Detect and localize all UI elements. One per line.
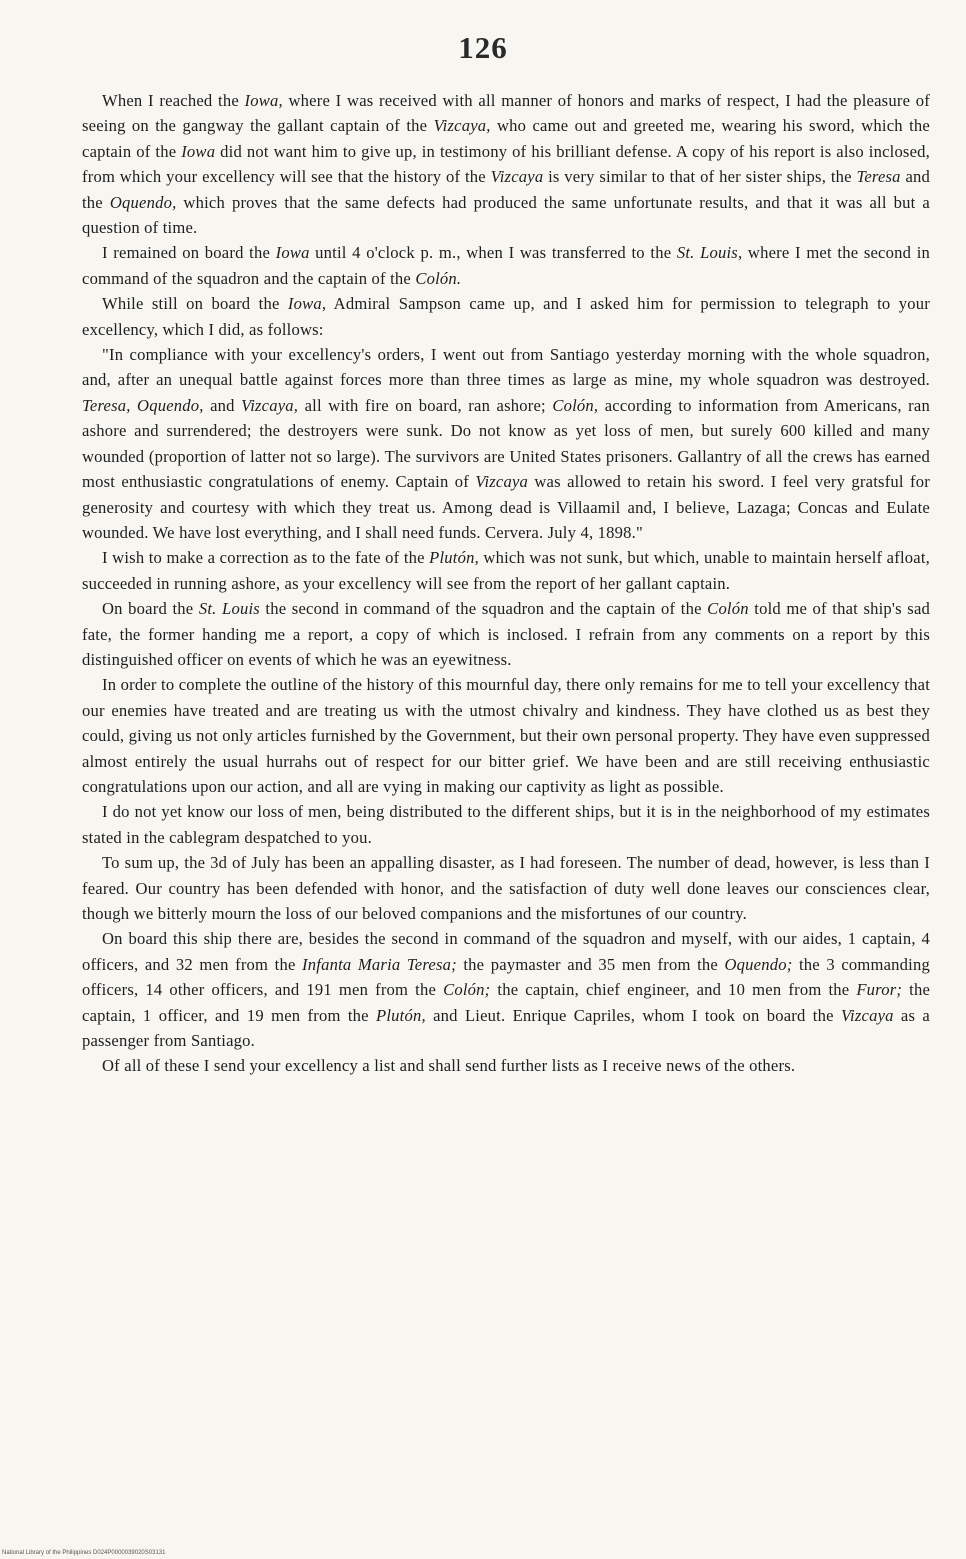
italic-text: Vizcaya	[475, 472, 529, 492]
paragraph	[82, 1053, 930, 1078]
text-run: I wish to make a correction as to the fate of the	[102, 548, 430, 568]
text-run: the paymaster and 35 men from the	[456, 954, 725, 974]
text-run: I do not yet know our loss of men, being distributed to the different ships, but it is in the neighborhood of my estimates stated in the cablegram despatched to you.	[82, 802, 930, 847]
italic-text: Iowa	[275, 243, 310, 263]
text-run: and	[203, 395, 242, 415]
text-run: On board this ship there are, besides the second in command of the squadron and myself, with our aides, 1 captain, 4 officers, and 32 men from the	[82, 929, 930, 974]
text-run: was allowed to retain his sword. I feel very gratsful for generosity and courtesy with which they treat us. Among dead is Villaamil and, I believe, Lazaga; Concas and Eulate wounded. We have lost everything, and I shall need funds. Cervera. July 4, 1898."	[82, 472, 930, 542]
italic-text: Iowa,	[287, 294, 327, 314]
italic-text: Oquendo,	[109, 192, 177, 212]
text-run: the captain, chief engineer, and 10 men from the	[490, 980, 857, 1000]
italic-text: Vizcaya	[840, 1005, 894, 1025]
paragraph	[82, 545, 930, 596]
text-run: did not want him to give up, in testimony of his brilliant defense. A copy of his report is also inclosed, from which your excellency will see that the history of the	[82, 141, 931, 187]
text-run: is very similar to that of her sister ships, the	[543, 167, 857, 187]
paragraph	[82, 342, 930, 545]
text-run: and the	[82, 167, 931, 212]
italic-text: Colón	[707, 599, 749, 619]
italic-text: Iowa	[181, 141, 216, 161]
text-run: On board the	[102, 599, 199, 619]
text-run: according to information from Americans, ran ashore and surrendered; the destroyers were sunk. Do not know as yet loss of men, but surely 600 killed and many wounded (proportion of latter not so large). The survivors are United States prisoners. Gallantry of all the crews has earned most enthusiastic congratulations of enemy. Captain of	[82, 395, 930, 492]
text-run: where I was received with all manner of honors and marks of respect, I had the pleasure of seeing on the gangway the gallant captain of the	[82, 91, 930, 136]
body-text	[82, 88, 930, 1079]
paragraph	[82, 799, 930, 850]
italic-text: Teresa	[856, 167, 901, 187]
text-run: the second in command of the squadron and the captain of the	[259, 599, 708, 619]
paragraph	[82, 240, 930, 291]
italic-text: Plutón,	[429, 548, 479, 568]
italic-text: Vizcaya,	[433, 116, 491, 136]
paragraph	[82, 672, 930, 799]
text-run: who came out and greeted me, wearing his sword, which the captain of the	[82, 116, 930, 161]
paragraph	[82, 291, 930, 342]
italic-text: Vizcaya,	[241, 395, 299, 415]
italic-text: St. Louis	[198, 599, 260, 619]
italic-text: Colón,	[552, 395, 599, 415]
text-run: which was not sunk, but which, unable to maintain herself afloat, succeeded in running ashore, as your excellency will see from the report of her gallant captain.	[82, 548, 930, 593]
text-run: until 4 o'clock p. m., when I was transferred to the	[309, 243, 677, 263]
text-run: told me of that ship's sad fate, the former handing me a report, a copy of which is inclosed. I refrain from any comments on a report by this distinguished officer on events of which he was an eyewitness.	[82, 599, 931, 669]
text-run: as a passenger from Santiago.	[82, 1005, 930, 1051]
italic-text: Infanta Maria Teresa;	[302, 954, 457, 974]
italic-text: Furor;	[856, 980, 903, 1000]
paragraph	[82, 850, 930, 926]
italic-text: Teresa, Oquendo,	[82, 395, 204, 415]
paragraph	[82, 926, 930, 1053]
text-run: While still on board the	[102, 294, 288, 314]
text-run: the captain, 1 officer, and 19 men from the	[82, 980, 931, 1025]
text-run: where I met the second in command of the squadron and the captain of the	[82, 243, 930, 288]
italic-text: St. Louis,	[676, 243, 743, 263]
page-number: 126	[458, 30, 508, 65]
text-run: I remained on board the	[102, 243, 276, 263]
paragraph	[82, 596, 930, 672]
italic-text: Oquendo;	[724, 954, 793, 974]
text-run: "In compliance with your excellency's orders, I went out from Santiago yesterday morning with the whole squadron, and, after an unequal battle against forces more than three times as large as mine, my whole squadron was destroyed.	[82, 345, 930, 390]
italic-text: Colón;	[443, 980, 491, 1000]
italic-text: Vizcaya	[490, 167, 544, 187]
text-run: Of all of these I send your excellency a list and shall send further lists as I receive news of the others.	[102, 1056, 796, 1076]
italic-text: Iowa,	[244, 91, 283, 110]
paragraph	[82, 88, 930, 240]
text-run: the 3 commanding officers, 14 other officers, and 191 men from the	[82, 954, 930, 1000]
text-run: Admiral Sampson came up, and I asked him for permission to telegraph to your excellency, which I did, as follows:	[82, 294, 930, 339]
italic-text: Colón.	[415, 268, 462, 288]
text-run: all with fire on board, ran ashore;	[298, 395, 553, 415]
text-run: and Lieut. Enrique Capriles, whom I took on board the	[425, 1005, 841, 1025]
italic-text: Plutón,	[376, 1005, 426, 1025]
text-run: To sum up, the 3d of July has been an appalling disaster, as I had foreseen. The number of dead, however, is less than I feared. Our country has been defended with honor, and the satisfaction of duty well done leaves our consciences clear, though we bitterly mourn the loss of our beloved companions and the misfortunes of our country.	[82, 853, 930, 923]
text-run: When I reached the	[102, 91, 245, 110]
text-run: In order to complete the outline of the history of this mournful day, there only remains for me to tell your excellency that our enemies have treated and are treating us with the utmost chivalry and kindness. They have clothed us as best they could, giving us not only articles furnished by the Government, but their own personal property. They have even suppressed almost entirely the usual hurrahs out of respect for our bitter grief. We have been and are still receiving enthusiastic congratulations upon our action, and all are vying in making our captivity as light as possible.	[82, 675, 930, 796]
text-run: which proves that the same defects had produced the same unfortunate results, and that it was all but a question of time.	[82, 192, 930, 238]
footer-note: National Library of the Philippines D024P0000039020S03131	[2, 1550, 166, 1556]
